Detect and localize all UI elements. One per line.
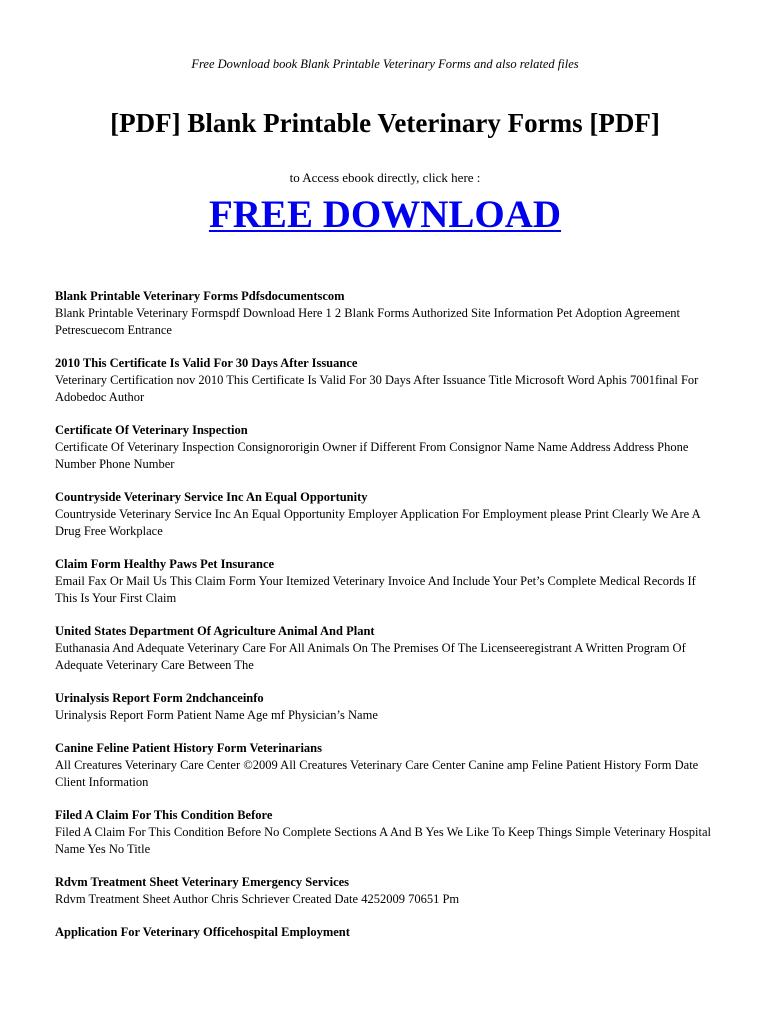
entry-description: Countryside Veterinary Service Inc An Equal Opportunity Employer Application For Employment please Print Clearly We Are A Drug Free Workplace bbox=[55, 507, 700, 538]
entry-title: Blank Printable Veterinary Forms Pdfsdocumentscom bbox=[55, 289, 345, 303]
list-item bbox=[55, 355, 720, 406]
entry-title: Application For Veterinary Officehospital Employment bbox=[55, 925, 350, 939]
entry-description: Email Fax Or Mail Us This Claim Form Your Itemized Veterinary Invoice And Include Your Pet’s Complete Medical Records If This Is Your First Claim bbox=[55, 574, 696, 605]
free-download-link[interactable]: FREE DOWNLOAD bbox=[208, 193, 562, 236]
list-item bbox=[55, 924, 720, 941]
entry-description: Blank Printable Veterinary Formspdf Download Here 1 2 Blank Forms Authorized Site Information Pet Adoption Agreement Petrescuecom Entrance bbox=[55, 306, 681, 337]
entry-description: Urinalysis Report Form Patient Name Age mf Physician’s Name bbox=[55, 708, 378, 722]
entry-description: Rdvm Treatment Sheet Author Chris Schriever Created Date 4252009 70651 Pm bbox=[55, 892, 460, 906]
entry-title: Countryside Veterinary Service Inc An Equal Opportunity bbox=[55, 490, 368, 504]
list-item bbox=[55, 690, 720, 724]
entry-title: Certificate Of Veterinary Inspection bbox=[55, 423, 248, 437]
entry-title: Urinalysis Report Form 2ndchanceinfo bbox=[55, 691, 264, 705]
entry-title: Filed A Claim For This Condition Before bbox=[55, 808, 273, 822]
entry-description: Euthanasia And Adequate Veterinary Care For All Animals On The Premises Of The Licenseeregistrant A Written Program Of Adequate Veterinary Care Between The bbox=[55, 641, 686, 672]
header-note: Free Download book Blank Printable Veterinary Forms and also related files bbox=[191, 57, 579, 71]
entry-description: Certificate Of Veterinary Inspection Consignororigin Owner if Different From Consignor Name Name Address Address Phone Number Phone Number bbox=[55, 440, 689, 471]
entry-title: United States Department Of Agriculture Animal And Plant bbox=[55, 624, 375, 638]
list-item bbox=[55, 422, 720, 473]
download-link-container bbox=[0, 192, 770, 238]
entry-title: 2010 This Certificate Is Valid For 30 Days After Issuance bbox=[55, 356, 358, 370]
list-item bbox=[55, 623, 720, 674]
list-item bbox=[55, 288, 720, 339]
entry-list bbox=[55, 288, 720, 957]
page-title: [PDF] Blank Printable Veterinary Forms [PDF] bbox=[110, 108, 660, 138]
list-item bbox=[55, 556, 720, 607]
entry-description: Veterinary Certification nov 2010 This Certificate Is Valid For 30 Days After Issuance Title Microsoft Word Aphis 7001final For Adobedoc Author bbox=[55, 373, 699, 404]
list-item bbox=[55, 874, 720, 908]
access-instruction: to Access ebook directly, click here : bbox=[289, 170, 481, 185]
entry-title: Claim Form Healthy Paws Pet Insurance bbox=[55, 557, 275, 571]
entry-title: Canine Feline Patient History Form Veterinarians bbox=[55, 741, 322, 755]
list-item bbox=[55, 807, 720, 858]
entry-title: Rdvm Treatment Sheet Veterinary Emergency Services bbox=[55, 875, 350, 889]
entry-description: All Creatures Veterinary Care Center ©2009 All Creatures Veterinary Care Center Canine amp Feline Patient History Form Date Client Information bbox=[55, 758, 699, 789]
list-item bbox=[55, 489, 720, 540]
list-item bbox=[55, 740, 720, 791]
entry-description: Filed A Claim For This Condition Before No Complete Sections A And B Yes We Like To Keep Things Simple Veterinary Hospital Name Yes No Title bbox=[55, 825, 711, 856]
